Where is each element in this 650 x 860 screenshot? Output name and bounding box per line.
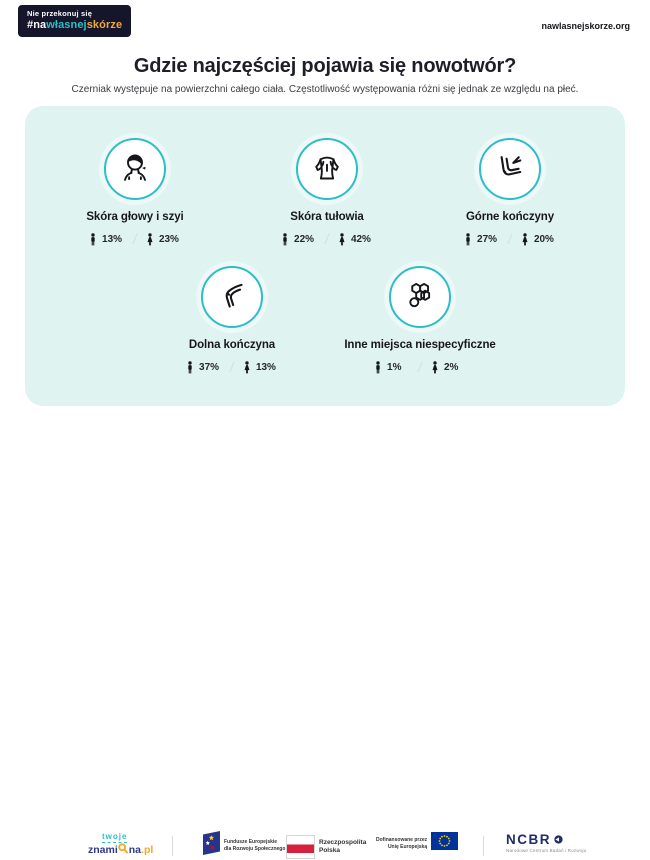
cells-cluster-icon [389,266,451,328]
magnifier-icon [118,843,128,857]
rp-line2: Polska [319,847,340,854]
znamiona-suffix: .pl [141,844,154,856]
fe-line1: Fundusze Europejskie [224,838,278,845]
female-percentage: 2% [443,361,459,373]
badge-tagline: Nie przekonuj się [27,9,93,18]
page-subtitle: Czerniak występuje na powierzchni całego ciała. Częstotliwość występowania różni się jednak ze względu na płeć. [71,84,579,95]
stat-item-other-sites [310,266,530,375]
eu-line1: Dofinansowane przez [376,836,428,843]
female-icon [521,233,529,246]
ncbr-wordmark [506,832,563,847]
male-icon [374,361,382,374]
stat-values [374,359,466,375]
male-percentage: 27% [477,233,498,245]
male-icon [89,233,97,246]
female-percentage: 20% [533,233,554,245]
male-icon [281,233,289,246]
male-percentage: 1% [387,361,402,373]
znamiona-label [88,843,153,857]
fe-label [224,839,285,853]
stat-values [281,231,373,247]
hashtag-suffix: skórze [86,18,123,31]
badge-hashtag [27,19,122,32]
female-icon [431,361,439,374]
stat-values [89,231,181,247]
page-title: Gdzie najczęściej pojawia się nowotwór? [133,55,517,77]
znamiona-part2: na [128,844,142,856]
stat-label: Górne kończyny [465,211,555,223]
slash-divider: / [323,231,331,247]
female-percentage: 42% [350,233,371,245]
stat-label: Inne miejsca niespecyficzne [344,339,496,351]
stat-label: Skóra tułowia [290,211,364,223]
stat-item-upper-limbs [400,138,620,247]
male-percentage: 13% [102,233,123,245]
male-percentage: 37% [199,361,220,373]
stat-item-lower-limb [122,266,342,375]
male-icon [186,361,194,374]
torso-icon [296,138,358,200]
head-and-neck-icon [104,138,166,200]
twoje-label: twoje [102,832,128,841]
stat-label: Dolna kończyna [188,339,276,351]
stat-values [186,359,278,375]
slash-divider: / [131,231,139,247]
stat-item-head-neck [25,138,245,247]
ncbr-logo [506,832,586,853]
male-icon [464,233,472,246]
bent-arm-icon [479,138,541,200]
twoje-znamiona-logo [88,832,153,857]
rp-line1: Rzeczpospolita [319,838,367,846]
footer-divider [172,836,173,856]
eu-flag-icon [431,832,458,855]
ncbr-name: NCBR [506,832,551,847]
logos-footer [0,408,650,856]
website-link[interactable]: nawlasnejskorze.org [541,21,630,31]
rzeczpospolita-polska-logo [286,835,366,859]
female-percentage: 23% [158,233,179,245]
female-icon [243,361,251,374]
hashtag-prefix: #na [27,18,47,31]
eu-funding-logo [376,832,458,855]
fundusze-europejskie-logo [203,831,285,860]
stat-label: Skóra głowy i szyi [86,211,184,223]
eu-label [376,837,427,851]
male-percentage: 22% [294,233,315,245]
female-percentage: 13% [255,361,276,373]
footer-divider [483,836,484,856]
slash-divider: / [228,359,236,375]
campaign-badge [18,5,131,37]
fe-line2: dla Rozwoju Społecznego [224,845,286,852]
poland-flag-icon [286,835,315,859]
stat-values [464,231,556,247]
ncbr-subtext: Narodowe Centrum Badań i Rozwoju [506,848,587,853]
rp-label [319,839,366,856]
fe-flag-icon [203,831,220,860]
hashtag-mid: własnej [46,18,87,31]
eu-line2: Unię Europejską [387,843,428,850]
znamiona-part1: znami [88,844,118,856]
bent-leg-icon [201,266,263,328]
slash-divider: / [506,231,514,247]
ncbr-symbol-icon [554,832,563,847]
slash-divider: / [416,359,424,375]
female-icon [338,233,346,246]
female-icon [146,233,154,246]
